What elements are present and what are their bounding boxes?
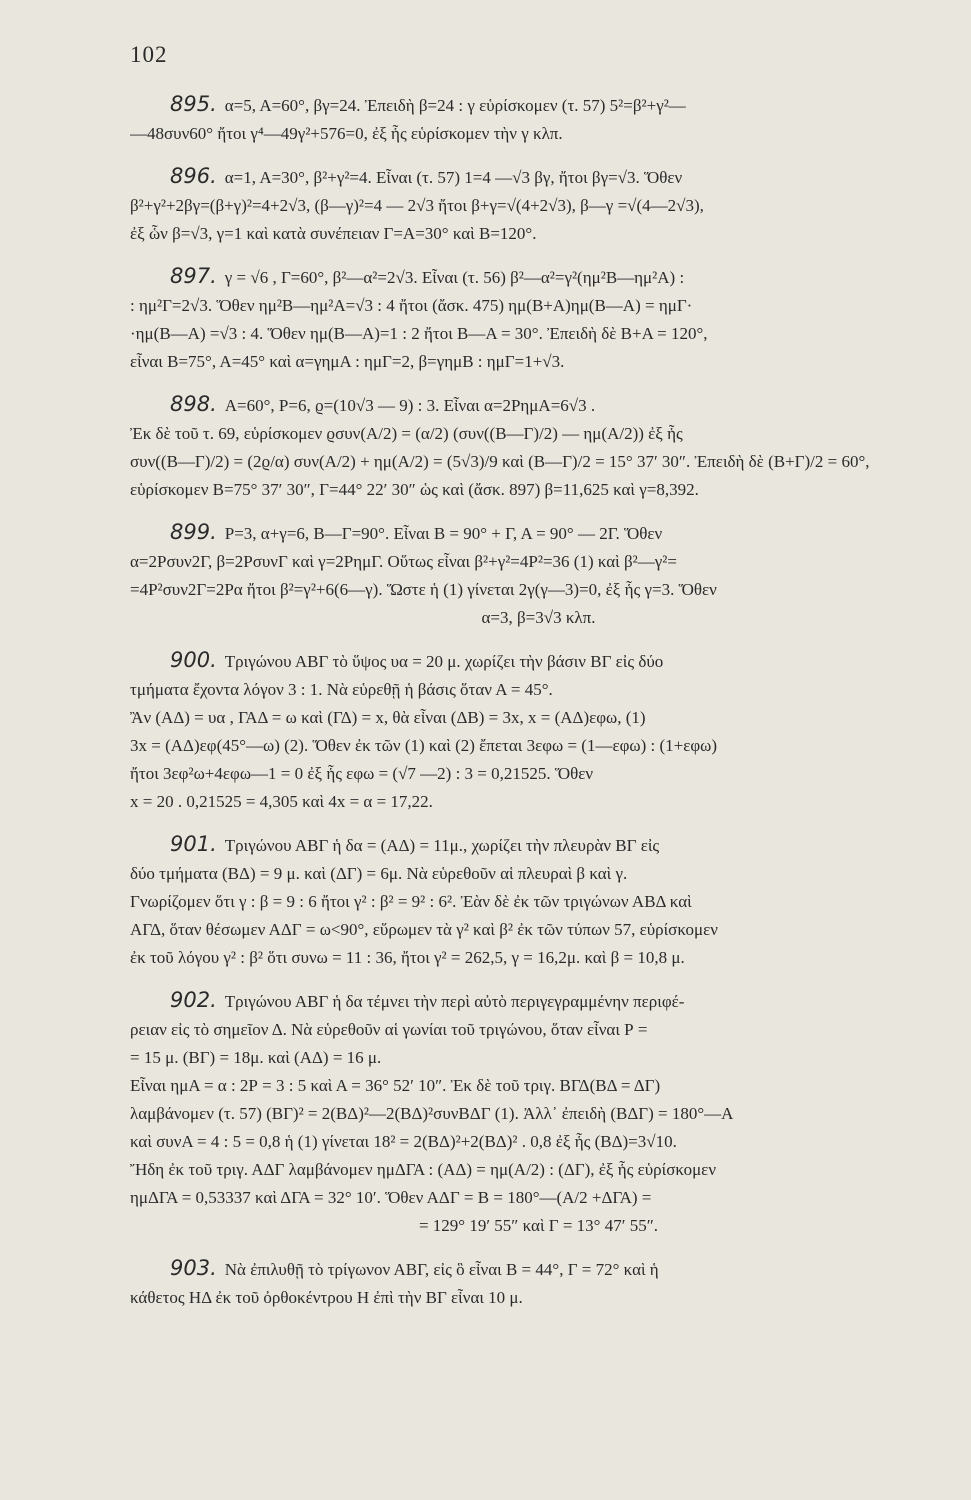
problem-text: x = 20 . 0,21525 = 4,305 καὶ 4x = α = 17,22. xyxy=(130,792,433,811)
problem-903 xyxy=(130,1254,947,1312)
problem-text: α=5, Α=60°, βγ=24. Ἐπειδὴ β=24 : γ εὑρίσκομεν (τ. 57) 5²=β²+γ²— xyxy=(224,96,686,115)
problem-text: —48συν60° ἤτοι γ⁴—49γ²+576=0, ἐξ ἧς εὑρίσκομεν τὴν γ κλπ. xyxy=(130,124,563,143)
problem-text: τμήματα ἔχοντα λόγον 3 : 1. Νὰ εὑρεθῇ ἡ βάσις ὅταν Α = 45°. xyxy=(130,680,553,699)
problem-line xyxy=(130,1156,947,1184)
problem-number: 895. xyxy=(170,92,217,116)
problem-text: εἶναι Β=75°, Α=45° καὶ α=γημΑ : ημΓ=2, β=γημΒ : ημΓ=1+√3. xyxy=(130,352,565,371)
problem-text: δύο τμήματα (ΒΔ) = 9 μ. καὶ (ΔΓ) = 6μ. Νὰ εὑρεθοῦν αἱ πλευραὶ β καὶ γ. xyxy=(130,864,628,883)
problem-900 xyxy=(130,646,947,816)
problem-text: 3x = (ΑΔ)εφ(45°—ω) (2). Ὅθεν ἐκ τῶν (1) καὶ (2) ἔπεται 3εφω = (1—εφω) : (1+εφω) xyxy=(130,736,718,755)
problem-896 xyxy=(130,162,947,248)
problem-text: Τριγώνου ΑΒΓ ἡ δα = (ΑΔ) = 11μ., χωρίζει τὴν πλευρὰν ΒΓ εἰς xyxy=(224,836,660,855)
problem-text: Ρ=3, α+γ=6, Β—Γ=90°. Εἶναι Β = 90° + Γ, Α = 90° — 2Γ. Ὅθεν xyxy=(224,524,663,543)
problem-line xyxy=(130,1184,947,1212)
problem-text: Τριγώνου ΑΒΓ ἡ δα τέμνει τὴν περὶ αὐτὸ περιγεγραμμένην περιφέ- xyxy=(224,992,685,1011)
problem-line xyxy=(130,192,947,220)
problem-text: α=2Ρσυν2Γ, β=2ΡσυνΓ καὶ γ=2ΡημΓ. Οὕτως εἶναι β²+γ²=4Ρ²=36 (1) καὶ β²—γ²= xyxy=(130,552,677,571)
problem-number: 903. xyxy=(170,1256,217,1280)
problem-line xyxy=(130,676,947,704)
problem-line xyxy=(130,292,947,320)
problem-text: ἤτοι 3εφ²ω+4εφω—1 = 0 ἐξ ἧς εφω = (√7 —2) : 3 = 0,21525. Ὅθεν xyxy=(130,764,594,783)
problem-line xyxy=(130,944,947,972)
problem-line xyxy=(130,704,947,732)
problem-text: Α=60°, Ρ=6, ϱ=(10√3 — 9) : 3. Εἶναι α=2ΡημΑ=6√3 . xyxy=(224,396,596,415)
problem-number: 897. xyxy=(170,264,217,288)
problem-line xyxy=(130,888,947,916)
problem-number: 896. xyxy=(170,164,217,188)
problem-898 xyxy=(130,390,947,504)
problem-line xyxy=(130,220,947,248)
problem-line xyxy=(130,1254,947,1284)
problem-901 xyxy=(130,830,947,972)
problem-line xyxy=(130,732,947,760)
problem-text: καὶ συνΑ = 4 : 5 = 0,8 ἡ (1) γίνεται 18² = 2(ΒΔ)²+2(ΒΔ)² . 0,8 ἐξ ἧς (ΒΔ)=3√10. xyxy=(130,1132,677,1151)
problem-line xyxy=(130,1128,947,1156)
problem-text: α=1, Α=30°, β²+γ²=4. Εἶναι (τ. 57) 1=4 —√3 βγ, ἤτοι βγ=√3. Ὅθεν xyxy=(224,168,683,187)
problem-897 xyxy=(130,262,947,376)
problem-text: ἐξ ὧν β=√3, γ=1 καὶ κατὰ συνέπειαν Γ=Α=30° καὶ Β=120°. xyxy=(130,224,537,243)
problem-line xyxy=(130,348,947,376)
problem-line xyxy=(130,420,947,448)
problem-text: =4Ρ²συν2Γ=2Ρα ἤτοι β²=γ²+6(6—γ). Ὥστε ἡ (1) γίνεται 2γ(γ—3)=0, ἐξ ἧς γ=3. Ὅθεν xyxy=(130,580,717,599)
problem-line xyxy=(130,1044,947,1072)
problem-line xyxy=(130,90,947,120)
problem-line xyxy=(130,986,947,1016)
problem-text: = 15 μ. (ΒΓ) = 18μ. καὶ (ΑΔ) = 16 μ. xyxy=(130,1048,382,1067)
problem-result-line: = 129° 19′ 55″ καὶ Γ = 13° 47′ 55″. xyxy=(418,1216,659,1235)
problem-line xyxy=(130,760,947,788)
problem-text: ·ημ(Β—Α) =√3 : 4. Ὅθεν ημ(Β—Α)=1 : 2 ἤτοι Β—Α = 30°. Ἐπειδὴ δὲ Β+Α = 120°, xyxy=(130,324,708,343)
problem-text: ημΔΓΑ = 0,53337 καὶ ΔΓΑ = 32° 10′. Ὅθεν ΑΔΓ = Β = 180°—(Α/2 +ΔΓΑ) = xyxy=(130,1188,652,1207)
problem-line xyxy=(130,476,947,504)
problem-number: 898. xyxy=(170,392,217,416)
problem-result-line: α=3, β=3√3 κλπ. xyxy=(481,608,596,627)
problem-line xyxy=(130,548,947,576)
problem-text: Νὰ ἐπιλυθῇ τὸ τρίγωνον ΑΒΓ, εἰς ὃ εἶναι Β = 44°, Γ = 72° καὶ ἡ xyxy=(224,1260,659,1279)
problem-899 xyxy=(130,518,947,632)
problem-line xyxy=(130,262,947,292)
problem-text: Γνωρίζομεν ὅτι γ : β = 9 : 6 ἤτοι γ² : β² = 9² : 6². Ἐὰν δὲ ἐκ τῶν τριγώνων ΑΒΔ καὶ xyxy=(130,892,692,911)
problem-text: Ἂν (ΑΔ) = υα , ΓΑΔ = ω καὶ (ΓΔ) = x, θὰ εἶναι (ΔΒ) = 3x, x = (ΑΔ)εφω, (1) xyxy=(130,708,646,727)
problem-line xyxy=(130,120,947,148)
problem-line xyxy=(130,448,947,476)
problem-line xyxy=(130,916,947,944)
problem-line xyxy=(130,830,947,860)
problem-text: β²+γ²+2βγ=(β+γ)²=4+2√3, (β—γ)²=4 — 2√3 ἤτοι β+γ=√(4+2√3), β—γ =√(4—2√3), xyxy=(130,196,704,215)
page-number: 102 xyxy=(130,42,168,67)
problem-number: 901. xyxy=(170,832,217,856)
problem-line xyxy=(130,788,947,816)
problem-line xyxy=(130,162,947,192)
problem-line xyxy=(130,390,947,420)
problem-line xyxy=(130,1284,947,1312)
problem-895 xyxy=(130,90,947,148)
problem-text: κάθετος ΗΔ ἐκ τοῦ ὀρθοκέντρου Η ἐπὶ τὴν ΒΓ εἶναι 10 μ. xyxy=(130,1288,523,1307)
problem-number: 899. xyxy=(170,520,217,544)
problem-text: ΑΓΔ, ὅταν θέσωμεν ΑΔΓ = ω<90°, εὕρωμεν τὰ γ² καὶ β² ἐκ τῶν τύπων 57, εὑρίσκομεν xyxy=(130,920,718,939)
problem-text: Εἶναι ημΑ = α : 2Ρ = 3 : 5 καὶ Α = 36° 52′ 10″. Ἐκ δὲ τοῦ τριγ. ΒΓΔ(ΒΔ = ΔΓ) xyxy=(130,1076,661,1095)
problem-text: συν((Β—Γ)/2) = (2ϱ/α) συν(Α/2) + ημ(Α/2) = (5√3)/9 καὶ (Β—Γ)/2 = 15° 37′ 30″. Ἐπειδὴ δὲ (Β+Γ)/2 = 60°, xyxy=(130,452,870,471)
problem-text: ἐκ τοῦ λόγου γ² : β² ὅτι συνω = 11 : 36, ἤτοι γ² = 262,5, γ = 16,2μ. καὶ β = 10,8 μ. xyxy=(130,948,685,967)
problem-line xyxy=(130,1016,947,1044)
problem-line xyxy=(130,1072,947,1100)
problem-text: Τριγώνου ΑΒΓ τὸ ὕψος υα = 20 μ. χωρίζει τὴν βάσιν ΒΓ εἰς δύο xyxy=(224,652,664,671)
problem-list xyxy=(130,90,947,1312)
problem-line xyxy=(130,320,947,348)
problem-line xyxy=(130,1100,947,1128)
problem-line xyxy=(130,518,947,548)
problem-line xyxy=(130,576,947,604)
problem-902 xyxy=(130,986,947,1240)
problem-number: 900. xyxy=(170,648,217,672)
problem-text: εὑρίσκομεν Β=75° 37′ 30″, Γ=44° 22′ 30″ ὡς καὶ (ἄσκ. 897) β=11,625 καὶ γ=8,392. xyxy=(130,480,699,499)
problem-text: Ἤδη ἐκ τοῦ τριγ. ΑΔΓ λαμβάνομεν ημΔΓΑ : (ΑΔ) = ημ(Α/2) : (ΔΓ), ἐξ ἧς εὑρίσκομεν xyxy=(130,1160,717,1179)
problem-number: 902. xyxy=(170,988,217,1012)
problem-text: γ = √6 , Γ=60°, β²—α²=2√3. Εἶναι (τ. 56) β²—α²=γ²(ημ²Β—ημ²Α) : xyxy=(224,268,685,287)
problem-text: λαμβάνομεν (τ. 57) (ΒΓ)² = 2(ΒΔ)²—2(ΒΔ)²συνΒΔΓ (1). Ἀλλ᾽ ἐπειδὴ (ΒΔΓ) = 180°—Α xyxy=(130,1104,734,1123)
problem-line xyxy=(130,646,947,676)
problem-text: : ημ²Γ=2√3. Ὅθεν ημ²Β—ημ²Α=√3 : 4 ἤτοι (ἄσκ. 475) ημ(Β+Α)ημ(Β—Α) = ημΓ· xyxy=(130,296,693,315)
problem-text: Ἐκ δὲ τοῦ τ. 69, εὑρίσκομεν ϱσυν(Α/2) = (α/2) (συν((Β—Γ)/2) — ημ(Α/2)) ἐξ ἧς xyxy=(130,424,683,443)
problem-text: ρειαν εἰς τὸ σημεῖον Δ. Νὰ εὑρεθοῦν αἱ γωνίαι τοῦ τριγώνου, ὅταν εἶναι Ρ = xyxy=(130,1020,648,1039)
problem-line xyxy=(130,860,947,888)
